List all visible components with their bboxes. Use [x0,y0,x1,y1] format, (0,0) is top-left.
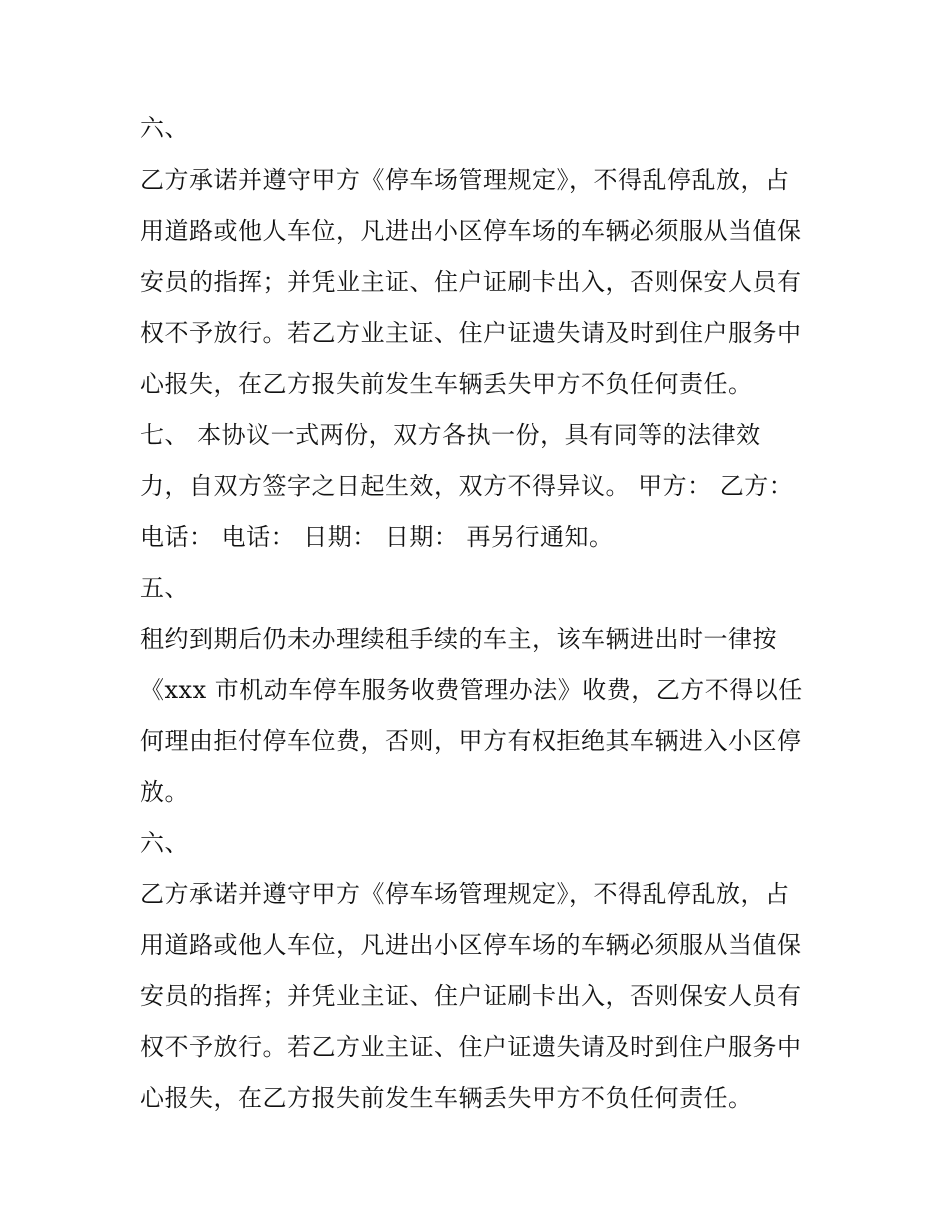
paragraph-line: 权不予放行。若乙方业主证、住户证遗失请及时到住户服务中 [140,319,802,347]
section-heading: 六、 [140,829,189,857]
paragraph-line: 乙方承诺并遵守甲方《停车场管理规定》，不得乱停乱放，占 [140,880,790,908]
paragraph-line: 力，自双方签字之日起生效，双方不得异议。 甲方： 乙方： [140,472,794,500]
paragraph-line: 安员的指挥；并凭业主证、住户证刷卡出入，否则保安人员有 [140,268,802,296]
paragraph-line: 放。 [140,778,189,806]
paragraph-line: 用道路或他人车位，凡进出小区停车场的车辆必须服从当值保 [140,217,802,245]
paragraph-line: 用道路或他人车位，凡进出小区停车场的车辆必须服从当值保 [140,931,802,959]
section-heading: 五、 [140,574,189,602]
paragraph-line: 心报失，在乙方报失前发生车辆丢失甲方不负任何责任。 [140,370,753,398]
paragraph-line: 《xxx 市机动车停车服务收费管理办法》收费，乙方不得以任 [140,676,803,704]
paragraph-line: 租约到期后仍未办理续租手续的车主，该车辆进出时一律按 [140,625,777,653]
paragraph-line: 乙方承诺并遵守甲方《停车场管理规定》，不得乱停乱放，占 [140,166,790,194]
paragraph-line: 电话： 电话： 日期： 日期： 再另行通知。 [140,523,614,551]
paragraph-line: 七、 本协议一式两份，双方各执一份，具有同等的法律效 [140,421,761,449]
section-heading: 六、 [140,114,189,142]
paragraph-line: 心报失，在乙方报失前发生车辆丢失甲方不负任何责任。 [140,1084,753,1112]
paragraph-line: 何理由拒付停车位费，否则，甲方有权拒绝其车辆进入小区停 [140,727,802,755]
paragraph-line: 权不予放行。若乙方业主证、住户证遗失请及时到住户服务中 [140,1033,802,1061]
paragraph-line: 安员的指挥；并凭业主证、住户证刷卡出入，否则保安人员有 [140,982,802,1010]
